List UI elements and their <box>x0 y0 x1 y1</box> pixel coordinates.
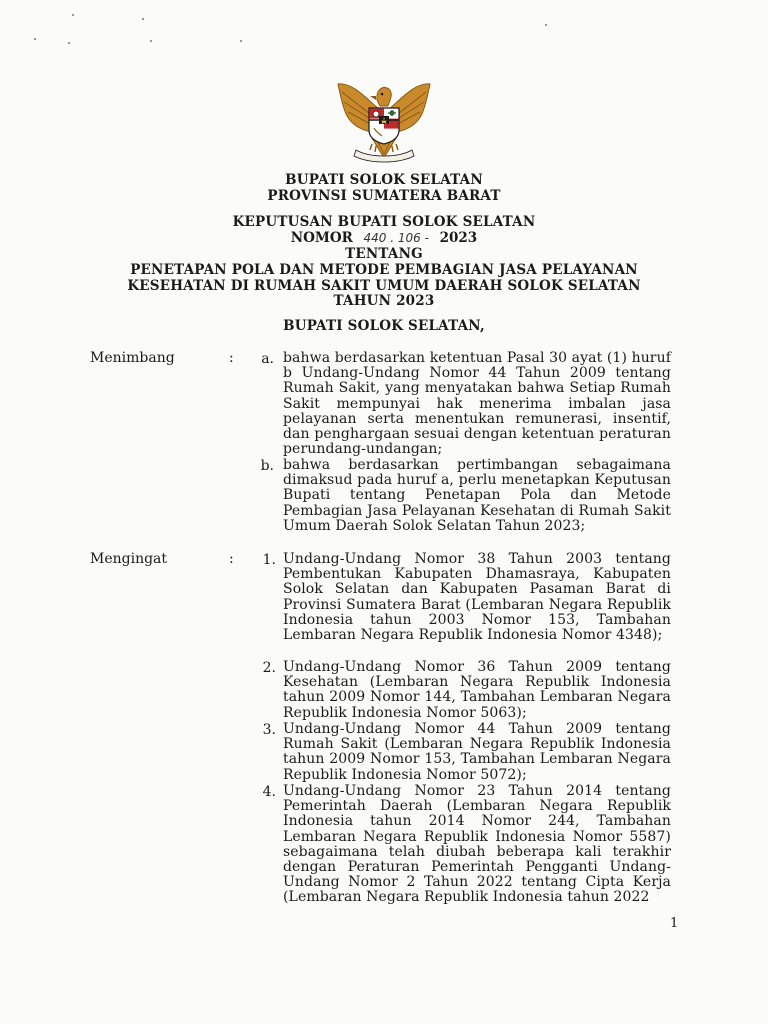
page-number: 1 <box>670 916 679 931</box>
scan-speck <box>240 40 242 42</box>
mengingat-item-marker-3: 3. <box>262 722 276 738</box>
garuda-head <box>370 88 391 107</box>
mengingat-item-3: Undang-Undang Nomor 44 Tahun 2009 tentang Rumah Sakit (Lembaran Negara Republik Indonesia tahun 2009 Nomor 153, Tambahan Lembaran Negara Republik Indonesia Nomor 5072); <box>283 721 671 783</box>
decree-number-label: NOMOR <box>290 230 353 246</box>
scan-speck <box>142 18 144 20</box>
mengingat-item-1: Undang-Undang Nomor 38 Tahun 2003 tentang Pembentukan Kabupaten Dhamasraya, Kabupaten Solok Selatan dan Kabupaten Pasaman Barat di Provinsi Sumatera Barat (Lembaran Negara Republik Indonesia tahun 2003 Nomor 153, Tambahan Lembaran Negara Republik Indonesia Nomor 4348); <box>283 551 671 644</box>
decree-subject-line-1: PENETAPAN POLA DAN METODE PEMBAGIAN JASA PELAYANAN <box>130 262 638 278</box>
mengingat-colon: : <box>229 551 234 567</box>
authority-heading: BUPATI SOLOK SELATAN, <box>283 318 485 334</box>
decree-number <box>0 230 768 246</box>
shield-icon <box>369 108 399 144</box>
menimbang-item-b: bahwa berdasarkan pertimbangan sebagaimana dimaksud pada huruf a, perlu menetapkan Keputusan Bupati tentang Penetapan Pola dan Metode Pembagian Jasa Pelayanan Kesehatan di Rumah Sakit Umum Daerah Solok Selatan Tahun 2023; <box>283 457 671 534</box>
mengingat-item-4: Undang-Undang Nomor 23 Tahun 2014 tentang Pemerintah Daerah (Lembaran Negara Republik Indonesia tahun 2014 Nomor 244, Tambahan Lembaran Negara Republik Indonesia Nomor 5587) sebagaimana telah diubah beberapa kali terakhir dengan Peraturan Pemerintah Pengganti Undang-Undang Nomor 2 Tahun 2022 tentang Cipta Kerja (Lembaran Negara Republik Indonesia tahun 2022 <box>283 783 671 906</box>
scan-speck <box>150 40 152 42</box>
mengingat-item-marker-1: 1. <box>262 552 276 568</box>
tentang-heading: TENTANG <box>345 246 423 262</box>
decree-number-handwritten: 440 . 106 - <box>363 231 429 245</box>
menimbang-colon: : <box>229 350 234 366</box>
mengingat-item-marker-4: 4. <box>262 784 276 800</box>
scan-speck <box>68 42 70 44</box>
scan-speck <box>72 14 74 16</box>
mengingat-label: Mengingat <box>90 551 168 567</box>
menimbang-item-marker-a: a. <box>261 351 274 367</box>
decree-subject-line-2: KESEHATAN DI RUMAH SAKIT UMUM DAERAH SOLOK SELATAN <box>127 278 641 294</box>
decree-number-year: 2023 <box>439 230 478 246</box>
menimbang-label: Menimbang <box>90 350 175 366</box>
decree-subject-line-3: TAHUN 2023 <box>333 293 435 309</box>
menimbang-item-a: bahwa berdasarkan ketentuan Pasal 30 ayat (1) huruf b Undang-Undang Nomor 44 Tahun 2009 tentang Rumah Sakit, yang menyatakan bahwa Setiap Rumah Sakit mempunyai hak menerima imbalan jasa pelayanan serta menentukan remunerasi, insentif, dan penghargaan sesuai dengan ketentuan peraturan perundang-undangan; <box>283 350 671 458</box>
scan-speck <box>34 38 36 40</box>
issuer-province: PROVINSI SUMATERA BARAT <box>267 188 501 204</box>
menimbang-item-marker-b: b. <box>260 458 274 474</box>
decree-title: KEPUTUSAN BUPATI SOLOK SELATAN <box>232 214 536 230</box>
scan-speck <box>545 24 547 26</box>
issuer-title: BUPATI SOLOK SELATAN <box>285 172 483 188</box>
mengingat-item-2: Undang-Undang Nomor 36 Tahun 2009 tentang Kesehatan (Lembaran Negara Republik Indonesia tahun 2009 Nomor 144, Tambahan Lembaran Negara Republik Indonesia Nomor 5063); <box>283 659 671 721</box>
mengingat-item-marker-2: 2. <box>262 660 276 676</box>
garuda-pancasila-emblem <box>330 70 438 166</box>
